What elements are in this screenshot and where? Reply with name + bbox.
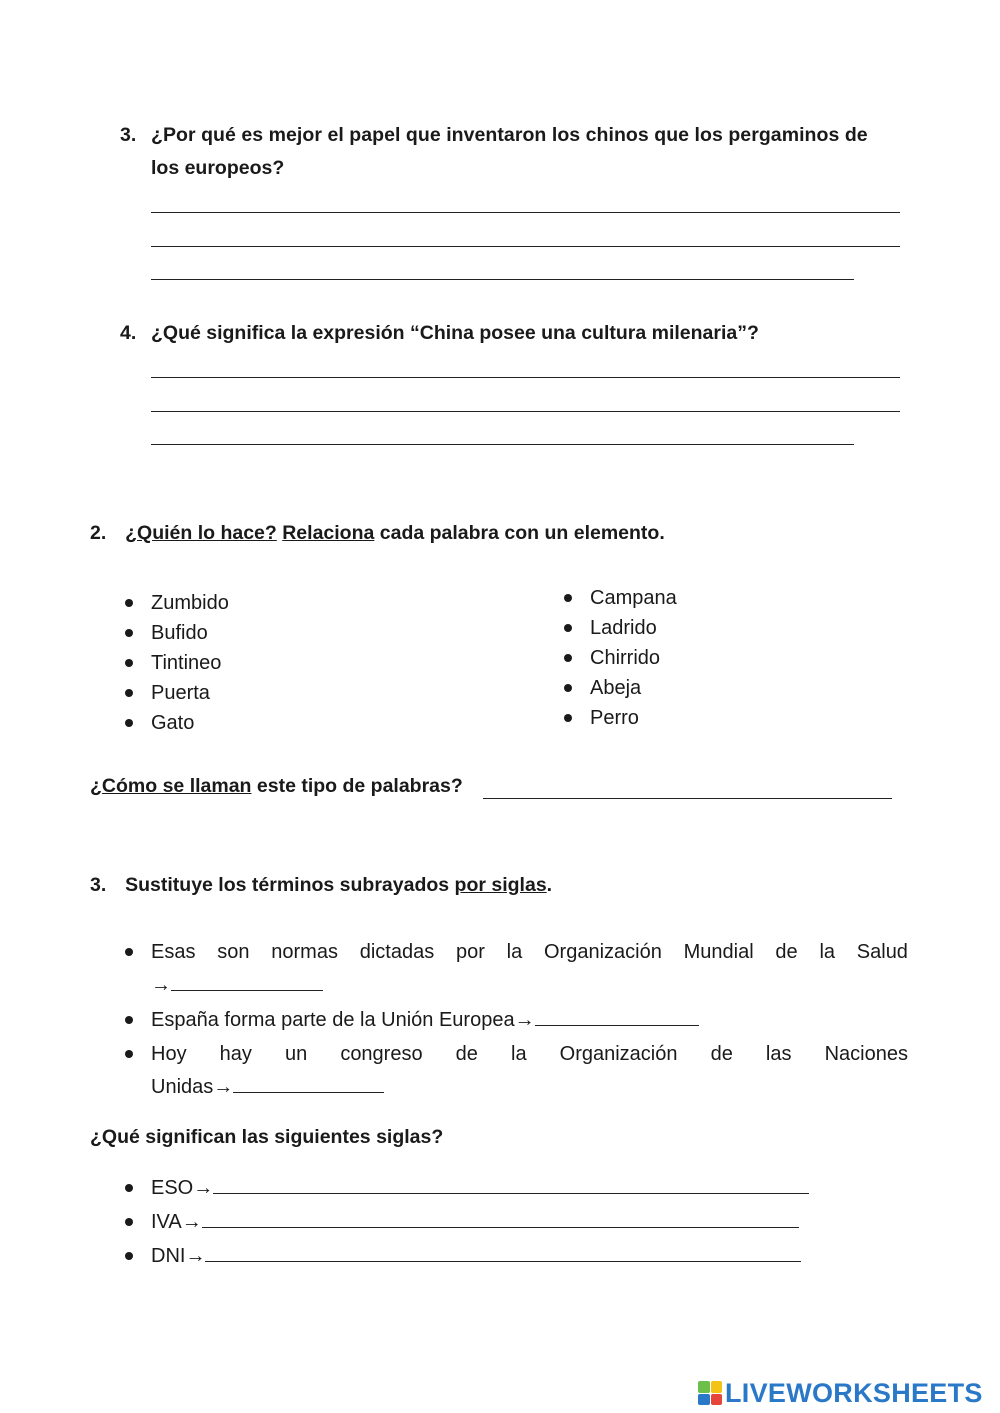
arrow-right-icon: → — [514, 1009, 535, 1031]
question-4-number: 4. — [120, 322, 137, 344]
list-item-label: Puerta — [151, 682, 210, 704]
sigla-item-oms-line-2 — [151, 970, 908, 1000]
list-item[interactable] — [590, 583, 677, 613]
sigla-item-ue-text: España forma parte de la Unión Europea — [151, 1009, 515, 1031]
answer-line[interactable] — [151, 411, 900, 412]
liveworksheets-logo[interactable] — [698, 1378, 983, 1408]
sigla-answer-line[interactable] — [535, 1005, 699, 1026]
question-3-text-line-2: los europeos? — [151, 157, 285, 179]
sigla-item-onu-line-2 — [151, 1072, 908, 1102]
arrow-right-icon: → — [151, 974, 171, 996]
list-item-label: Gato — [151, 712, 195, 734]
word: la — [819, 941, 836, 963]
answer-line[interactable] — [151, 246, 900, 247]
answer-line[interactable] — [151, 377, 900, 378]
acronym-label: ESO — [151, 1177, 194, 1199]
sigla-answer-line[interactable] — [171, 970, 323, 991]
acronym-item — [151, 1173, 809, 1203]
acronym-label: DNI — [151, 1245, 186, 1267]
section-2-title-rest: cada palabra con un elemento. — [374, 522, 665, 544]
word: Esas — [151, 941, 196, 963]
word-type-question-prefix: ¿ — [90, 775, 102, 797]
list-item[interactable] — [590, 673, 641, 703]
sigla-item-ue — [151, 1005, 699, 1035]
bullet-icon — [564, 624, 572, 632]
bullet-icon — [564, 594, 572, 602]
word: de — [775, 941, 798, 963]
word: congreso — [340, 1043, 423, 1065]
word-type-question-underlined: Cómo se llaman — [101, 775, 252, 797]
question-3-text-line-1: ¿Por qué es mejor el papel que inventaron los chinos que los pergaminos de — [151, 124, 868, 146]
bullet-icon — [125, 689, 133, 697]
word: Mundial — [683, 941, 754, 963]
sigla-item-onu-line-1 — [151, 1039, 908, 1069]
arrow-right-icon: → — [193, 1177, 214, 1199]
list-item-label: Chirrido — [590, 647, 661, 669]
word: un — [284, 1043, 308, 1065]
siglas-meaning-question: ¿Qué significan las siguientes siglas? — [90, 1126, 444, 1148]
list-item-label: Ladrido — [590, 617, 657, 639]
bullet-icon — [125, 1016, 133, 1024]
bullet-icon — [125, 629, 133, 637]
question-4-text: ¿Qué significa la expresión “China posee una cultura milenaria”? — [151, 322, 759, 344]
section-3-title-start: Sustituye los términos subrayados — [125, 874, 455, 896]
list-item[interactable] — [151, 618, 208, 648]
section-2-title-relate: Relaciona — [282, 522, 375, 544]
question-3-line-1 — [151, 119, 908, 152]
bullet-icon — [125, 948, 133, 956]
bullet-icon — [125, 1252, 133, 1260]
word: normas — [271, 941, 338, 963]
section-2-heading — [90, 517, 665, 550]
liveworksheets-logo-icon — [698, 1381, 722, 1405]
word: la — [511, 1043, 527, 1065]
word: Organización — [544, 941, 662, 963]
answer-line[interactable] — [151, 444, 854, 445]
list-item[interactable] — [590, 703, 639, 733]
acronym-answer-line[interactable] — [213, 1173, 809, 1194]
word: Hoy — [151, 1043, 187, 1065]
word-type-question-rest: este tipo de palabras? — [251, 775, 463, 797]
section-2-number: 2. — [90, 522, 107, 544]
list-item[interactable] — [151, 678, 210, 708]
section-3-number: 3. — [90, 874, 107, 896]
word-type-question — [90, 770, 463, 803]
liveworksheets-logo-text: LIVEWORKSHEETS — [725, 1377, 983, 1408]
word: hay — [219, 1043, 252, 1065]
list-item[interactable] — [151, 588, 229, 618]
section-3-title-end: . — [546, 874, 553, 896]
word: dictadas — [359, 941, 435, 963]
word-type-answer-line[interactable] — [483, 798, 892, 799]
word: por — [455, 941, 485, 963]
sigla-item-oms — [151, 937, 908, 1000]
bullet-icon — [125, 719, 133, 727]
sigla-item-onu — [151, 1039, 908, 1102]
word: Unidas — [151, 1076, 214, 1098]
list-item[interactable] — [151, 708, 194, 738]
word: Organización — [559, 1043, 678, 1065]
list-item-label: Abeja — [590, 677, 642, 699]
bullet-icon — [125, 1184, 133, 1192]
word: Salud — [856, 941, 908, 963]
list-item[interactable] — [590, 613, 657, 643]
word: de — [455, 1043, 478, 1065]
bullet-icon — [564, 684, 572, 692]
answer-line[interactable] — [151, 212, 900, 213]
bullet-icon — [125, 659, 133, 667]
bullet-icon — [564, 714, 572, 722]
arrow-right-icon: → — [185, 1245, 206, 1267]
sigla-item-oms-line-1 — [151, 937, 908, 967]
word: la — [506, 941, 523, 963]
question-3-number: 3. — [120, 124, 137, 146]
answer-line[interactable] — [151, 279, 854, 280]
acronym-answer-line[interactable] — [205, 1241, 801, 1262]
list-item[interactable] — [590, 643, 660, 673]
word: de — [710, 1043, 733, 1065]
list-item-label: Campana — [590, 587, 677, 609]
section-2-title-who: ¿Quién lo hace? — [125, 522, 277, 544]
section-3-heading — [90, 869, 552, 902]
bullet-icon — [564, 654, 572, 662]
sigla-answer-line[interactable] — [233, 1072, 384, 1093]
list-item-label: Tintineo — [151, 652, 222, 674]
list-item-label: Zumbido — [151, 592, 229, 614]
list-item-label: Bufido — [151, 622, 208, 644]
list-item-label: Perro — [590, 707, 639, 729]
bullet-icon — [125, 1050, 133, 1058]
acronym-item — [151, 1241, 801, 1271]
acronym-label: IVA — [151, 1211, 182, 1233]
bullet-icon — [125, 599, 133, 607]
arrow-right-icon: → — [181, 1211, 202, 1233]
word: son — [217, 941, 250, 963]
acronym-answer-line[interactable] — [202, 1207, 799, 1228]
bullet-icon — [125, 1218, 133, 1226]
arrow-right-icon: → — [213, 1076, 234, 1098]
word: las — [765, 1043, 792, 1065]
section-3-title-underlined: por siglas — [454, 874, 547, 896]
acronym-item — [151, 1207, 799, 1237]
word: Naciones — [824, 1043, 908, 1065]
list-item[interactable] — [151, 648, 221, 678]
